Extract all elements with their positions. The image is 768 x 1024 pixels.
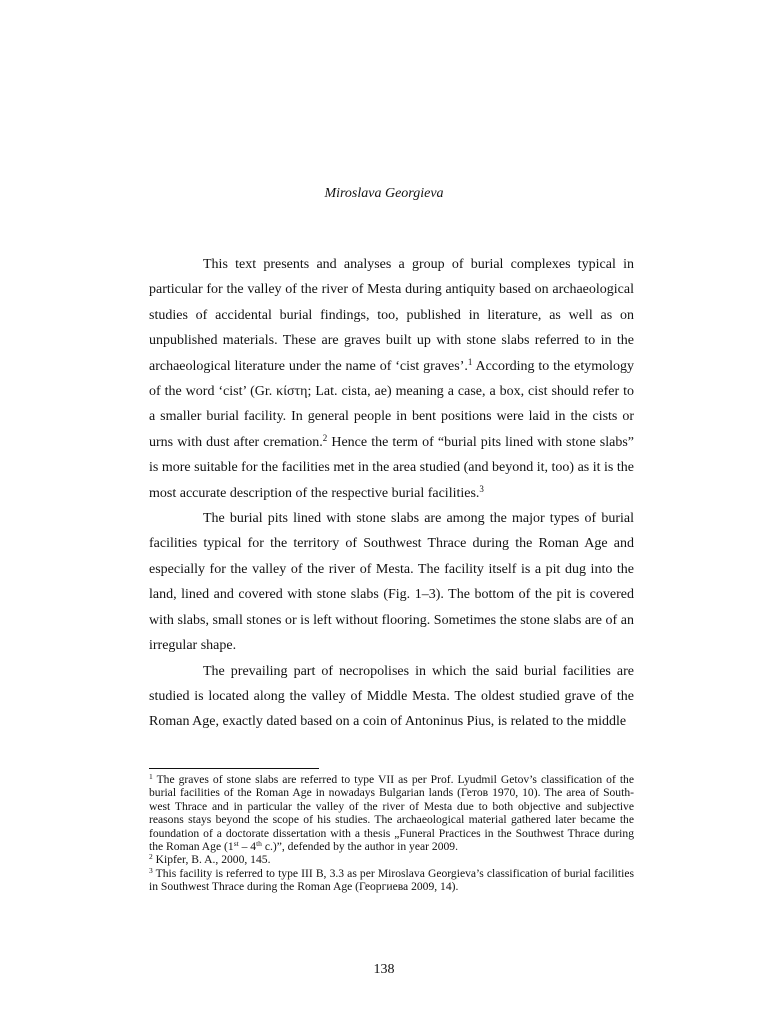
footnote-1 bbox=[149, 773, 634, 853]
footnote-ref-2[interactable]: 2 bbox=[322, 432, 328, 443]
footnote-1-sup-st: st bbox=[233, 839, 239, 849]
footnote-3-text: This facility is referred to type III B, 3.3 as per Miroslava Georgieva’s classification of burial facilities in Southwest Thrace during the Roman Age (Георгиева 2009, 14). bbox=[149, 866, 634, 894]
running-head-author: Miroslava Georgieva bbox=[324, 186, 444, 201]
footnote-2-text: Kipfer, B. A., 2000, 145. bbox=[152, 853, 271, 867]
paragraph-3: The prevailing part of necropolises in which the said burial facilities are studied is located along the valley of Middle Mesta. The oldest studied grave of the Roman Age, exactly dated based on a coin of Antoninus Pius, is related to the middle bbox=[149, 663, 634, 730]
footnote-1-text-b: c.)”, defended by the author in year 2009. bbox=[261, 840, 458, 854]
paragraph-1 bbox=[149, 252, 634, 506]
footnote-1-text-mid: – 4 bbox=[238, 840, 257, 854]
footnote-3-number: 3 bbox=[149, 865, 153, 875]
footnote-1-number: 1 bbox=[149, 772, 153, 781]
footnote-1-text-a: The graves of stone slabs are referred to type VII as per Prof. Lyudmil Getov’s classification of the burial facilities of the Roman Age in nowadays Bulgarian lands (Гетов 1970, 10). The area of South-west Thrace and in particular the valley of the river of Mesta due to both objective and subjective reasons stays beyond the scope of his studies. The archaeological material gathered later became the foundation of a doctorate dissertation with a thesis „Funeral Practices in the Southwest Thrace during the Roman Age (1 bbox=[149, 773, 634, 854]
main-text bbox=[149, 252, 634, 735]
footnote-3 bbox=[149, 867, 634, 894]
footnote-separator bbox=[149, 768, 319, 769]
paragraph-2: The burial pits lined with stone slabs are among the major types of burial facilities typical for the territory of Southwest Thrace during the Roman Age and especially for the valley of the river of Mesta. The facility itself is a pit dug into the land, lined and covered with stone slabs (Fig. 1–3). The bottom of the pit is covered with slabs, small stones or is left without flooring. Sometimes the stone slabs are of an irregular shape. bbox=[149, 511, 634, 654]
paragraph-1-part-a: This text presents and analyses a group of burial complexes typical in particular for the valley of the river of Mesta during antiquity based on archaeological studies of accidental burial findings, too, published in literature, as well as on unpublished materials. These are graves built up with stone slabs referred to in the archaeological literature under the name of ‘cist graves’. bbox=[149, 257, 634, 374]
footnote-2 bbox=[149, 853, 634, 866]
footnotes bbox=[149, 773, 634, 894]
footnote-2-number: 2 bbox=[149, 852, 153, 862]
footnote-ref-1[interactable]: 1 bbox=[467, 356, 473, 367]
paragraph-1-part-c: Hence the term of “burial pits lined with stone slabs” is more suitable for the facilities met in the area studied (and beyond it, too) as it is the most accurate description of the respective burial facilities. bbox=[149, 434, 635, 501]
footnote-ref-3[interactable]: 3 bbox=[479, 483, 484, 494]
paragraph-1-part-b: According to the etymology of the word ‘cist’ (Gr. κίστη; Lat. cista, ae) meaning a case, a box, cist should refer to a smaller burial facility. In general people in bent positions were laid in the cists or urns with dust after cremation. bbox=[149, 358, 634, 450]
footnote-1-sup-th: th bbox=[256, 839, 262, 849]
page-number: 138 bbox=[373, 962, 395, 977]
